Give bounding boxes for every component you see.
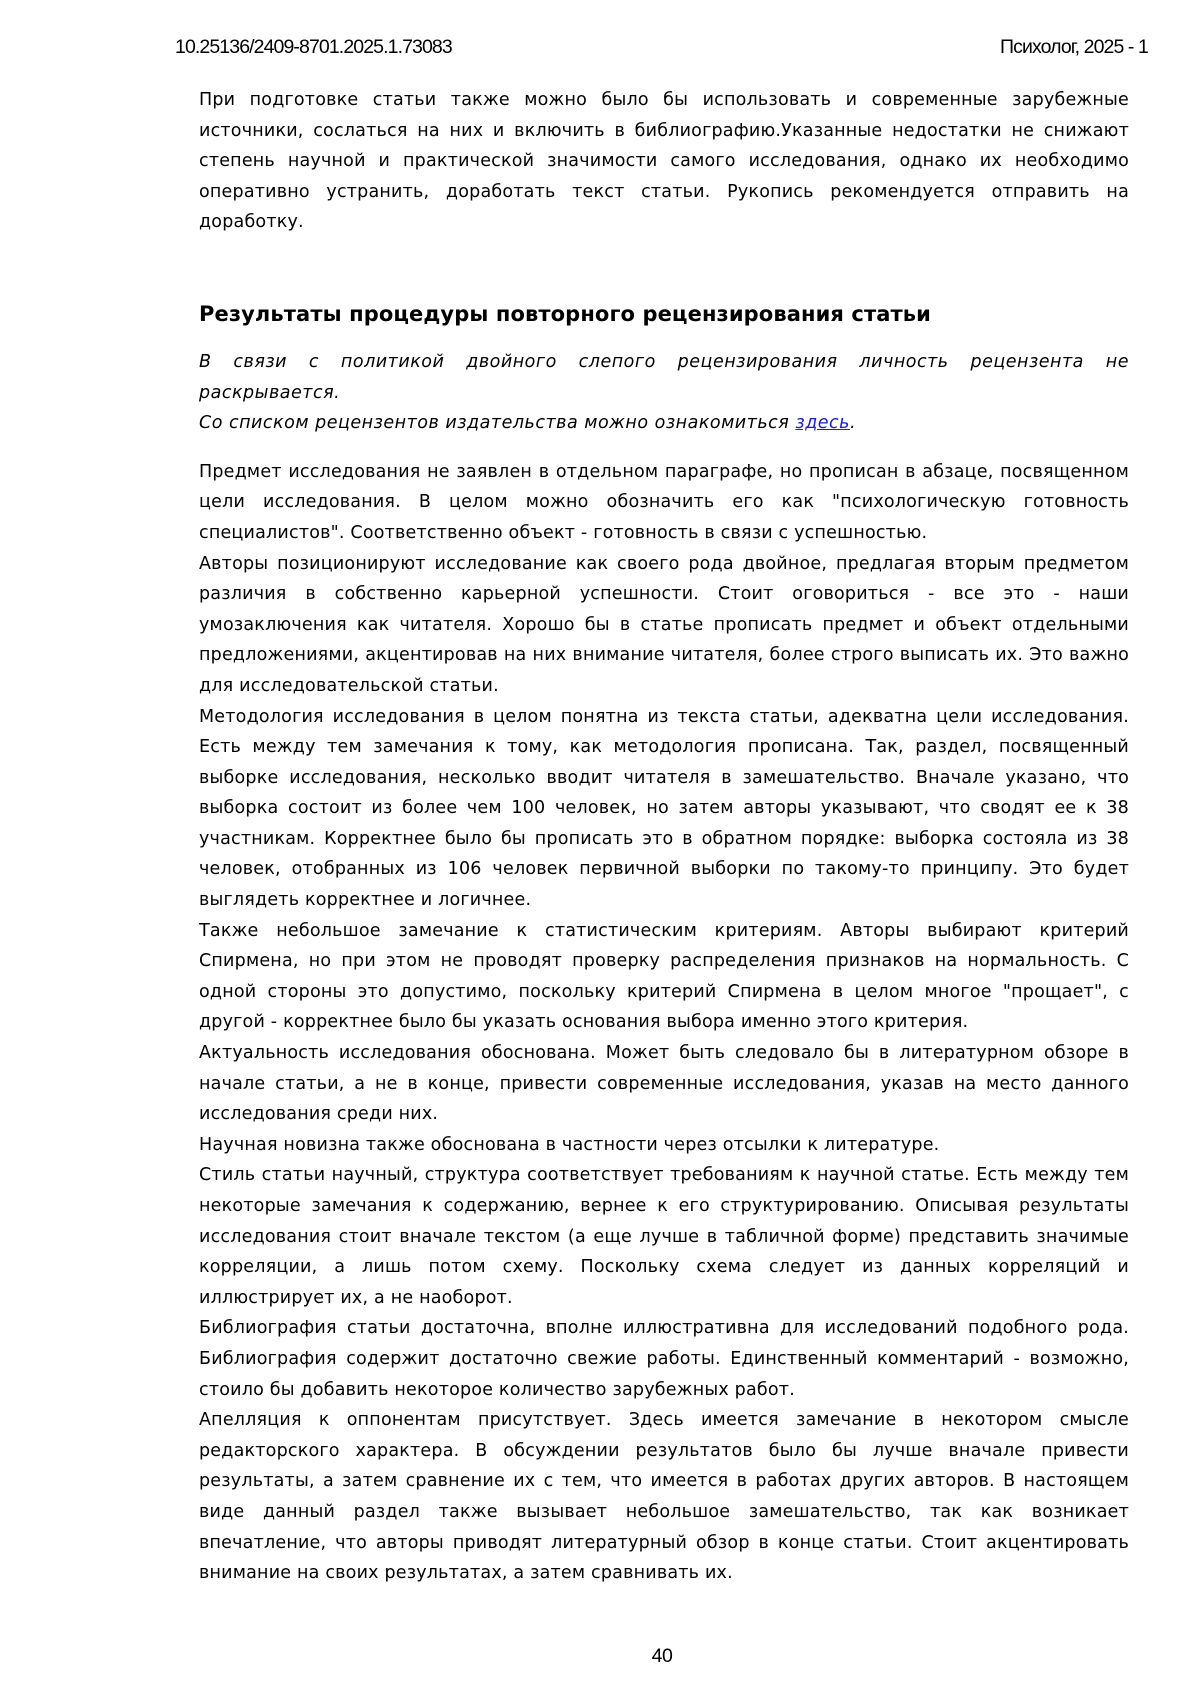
review-paragraph-methodology: Методология исследования в целом понятна из текста статьи, адекватна цели исследования. Есть между тем замечания к тому, как методология прописана. Так, раздел, посвященный выборке исследования, несколько вводит читателя в замешательство. Вначале указано, что выборка состоит из более чем 100 человек, но затем авторы указывают, что сводят ее к 38 участникам. Корректнее было бы прописать это в обратном порядке: выборка состояла из 38 человек, отобранных из 106 человек первичной выборки по такому-то принципу. Это будет выглядеть корректнее и логичнее. (199, 702, 1129, 916)
doi-text: 10.25136/2409-8701.2025.1.73083 (175, 36, 452, 59)
page-header (175, 36, 1148, 62)
review-paragraph-style: Стиль статьи научный, структура соответствует требованиям к научной статье. Есть между тем некоторые замечания к содержанию, вернее к его структурированию. Описывая результаты исследования стоит вначале текстом (а еще лучше в табличной форме) представить значимые корреляции, а лишь потом схему. Поскольку схема следует из данных корреляций и иллюстрирует их, а не наоборот. (199, 1160, 1129, 1313)
review-paragraph-relevance: Актуальность исследования обоснована. Может быть следовало бы в литературном обзоре в начале статьи, а не в конце, привести современные исследования, указав на место данного исследования среди них. (199, 1038, 1129, 1130)
review-paragraph-authors: Авторы позиционируют исследование как своего рода двойное, предлагая вторым предметом различия в собственно карьерной успешности. Стоит оговориться - все это - наши умозаключения как читателя. Хорошо бы в статье прописать предмет и объект отдельными предложениями, акцентировав на них внимание читателя, более строго выписать их. Это важно для исследовательской статьи. (199, 549, 1129, 702)
review-paragraph-subject: Предмет исследования не заявлен в отдельном параграфе, но прописан в абзаце, посвященном цели исследования. В целом можно обозначить его как "психологическую готовность специалистов". Соответственно объект - готовность в связи с успешностью. (199, 457, 1129, 549)
notice-line-1: В связи с политикой двойного слепого рецензирования личность рецензента не раскрывается. (199, 352, 1129, 403)
page-number: 40 (0, 1645, 1200, 1668)
intro-paragraph: При подготовке статьи также можно было бы использовать и современные зарубежные источники, сослаться на них и включить в библиографию.Указанные недостатки не снижают степень научной и практической значимости самого исследования, однако их необходимо оперативно устранить, доработать текст статьи. Рукопись рекомендуется отправить на доработку. (199, 85, 1129, 238)
review-paragraph-novelty: Научная новизна также обоснована в частности через отсылки к литературе. (199, 1130, 1129, 1161)
reviewers-link[interactable]: здесь (795, 413, 850, 433)
review-paragraph-statistics: Также небольшое замечание к статистическим критериям. Авторы выбирают критерий Спирмена, но при этом не проводят проверку распределения признаков на нормальность. С одной стороны это допустимо, поскольку критерий Спирмена в целом многое "прощает", с другой - корректнее было бы указать основания выбора именно этого критерия. (199, 916, 1129, 1038)
review-paragraph-appeal: Апелляция к оппонентам присутствует. Здесь имеется замечание в некотором смысле редакторского характера. В обсуждении результатов было бы лучше вначале привести результаты, а затем сравнение их с тем, что имеется в работах других авторов. В настоящем виде данный раздел также вызывает небольшое замешательство, так как возникает впечатление, что авторы приводят литературный обзор в конце статьи. Стоит акцентировать внимание на своих результатах, а затем сравнивать их. (199, 1405, 1129, 1589)
article-body (199, 85, 1129, 1589)
journal-issue: Психолог, 2025 - 1 (1000, 36, 1148, 59)
review-text (199, 457, 1129, 1589)
notice-line-2-prefix: Со списком рецензентов издательства можно ознакомиться (199, 413, 795, 433)
notice-line-2-suffix: . (850, 413, 856, 433)
review-notice (199, 347, 1129, 439)
review-paragraph-bibliography: Библиография статьи достаточна, вполне иллюстративна для исследований подобного рода. Библиография содержит достаточно свежие работы. Единственный комментарий - возможно, стоило бы добавить некоторое количество зарубежных работ. (199, 1313, 1129, 1405)
section-title: Результаты процедуры повторного рецензирования статьи (199, 299, 1129, 329)
